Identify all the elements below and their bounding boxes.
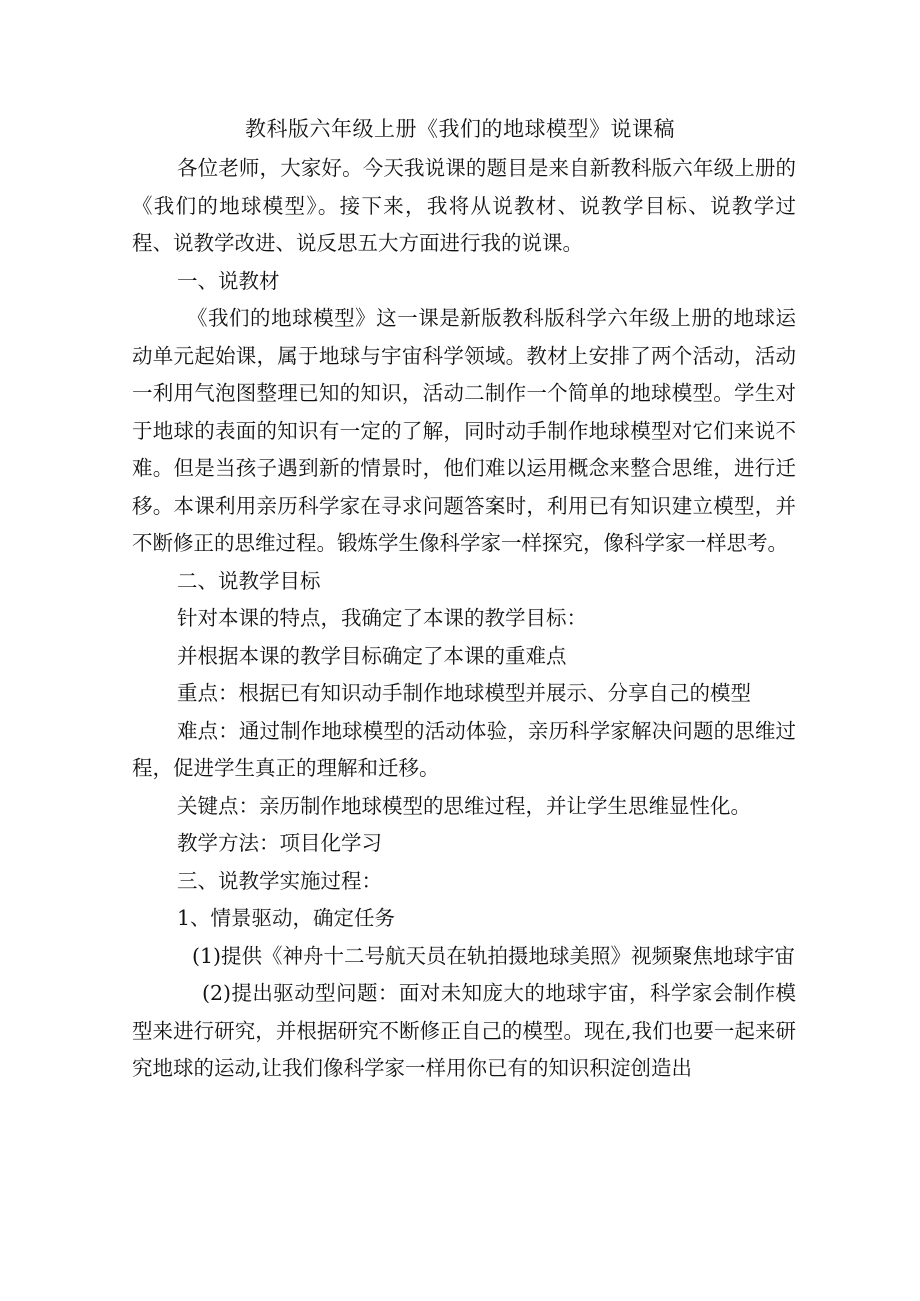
paragraph-method: 教学方法：项目化学习	[177, 831, 382, 855]
heading-section-2: 二、说教学目标	[177, 568, 321, 593]
paragraph-step-1-2: (2)提出驱动型问题：面对未知庞大的地球宇宙，科学家会制作模型来进行研究，并根据研究不断修正自己的模型。现在,我们也要一起来研究地球的运动,让我们像科学家一样用你已有的知识积淀创造出	[132, 981, 796, 1080]
paragraph-textbook: 《我们的地球模型》这一课是新版教科版科学六年级上册的地球运动单元起始课，属于地球与宇宙科学领域。教材上安排了两个活动，活动一利用气泡图整理已知的知识，活动二制作一个简单的地球模型。学生对于地球的表面的知识有一定的了解，同时动手制作地球模型对它们来说不难。但是当孩子遇到新的情景时，他们难以运用概念来整合思维，进行迁移。本课利用亲历科学家在寻求问题答案时，利用已有知识建立模型，并不断修正的思维过程。锻炼学生像科学家一样探究，像科学家一样思考。	[132, 306, 796, 555]
paragraph-key: 关键点：亲历制作地球模型的思维过程，并让学生思维显性化。	[177, 793, 751, 818]
paragraph-difficulty: 难点：通过制作地球模型的活动体验，亲历科学家解决问题的思维过程，促进学生真正的理解和迁移。	[132, 718, 796, 780]
heading-section-1: 一、说教材	[177, 268, 280, 293]
document-title: 教科版六年级上册《我们的地球模型》说课稿	[245, 117, 675, 141]
heading-step-1: 1、情景驱动，确定任务	[177, 906, 396, 930]
paragraph-goals: 针对本课的特点，我确定了本课的教学目标：	[177, 606, 587, 630]
document-body	[132, 150, 796, 1088]
paragraph-step-1-1: (1)提供《神舟十二号航天员在轨拍摄地球美照》视频聚焦地球宇宙	[192, 943, 796, 968]
heading-section-3: 三、说教学实施过程：	[177, 868, 382, 893]
paragraph-focus: 重点：根据已有知识动手制作地球模型并展示、分享自己的模型	[177, 681, 751, 705]
paragraph-intro: 各位老师，大家好。今天我说课的题目是来自新教科版六年级上册的《我们的地球模型》。接下来，我将从说教材、说教学目标、说教学过程、说教学改进、说反思五大方面进行我的说课。	[132, 156, 796, 255]
paragraph-key-points-intro: 并根据本课的教学目标确定了本课的重难点	[177, 643, 567, 668]
